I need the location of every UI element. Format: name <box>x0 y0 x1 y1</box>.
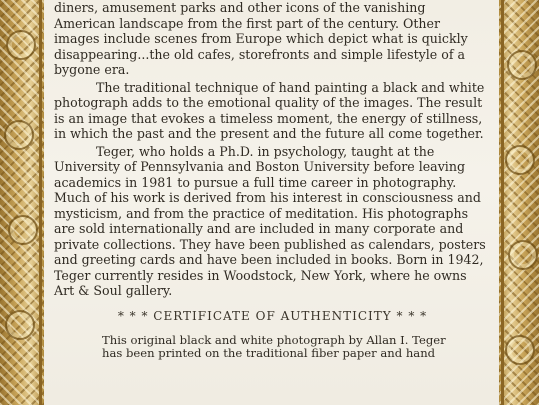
border-ornament <box>505 145 535 175</box>
border-rule <box>501 0 504 405</box>
text-line: academics in 1981 to pursue a full time career in photography. <box>54 174 457 190</box>
paragraph-biography <box>54 144 491 299</box>
border-ornament <box>8 215 38 245</box>
text-line: bygone era. <box>54 62 130 77</box>
text-line: Art & Soul gallery. <box>54 283 173 298</box>
certificate-body <box>54 0 491 360</box>
border-ornament <box>4 120 34 150</box>
border-ornament <box>5 310 35 340</box>
text-line: American landscape from the first part of the century. Other <box>54 15 441 31</box>
certificate-statement <box>54 334 491 360</box>
right-decorative-border <box>499 0 539 405</box>
text-line: Teger currently resides in Woodstock, New York, where he owns <box>54 267 467 283</box>
text-line: is an image that evokes a timeless moment, the energy of stillness, <box>54 110 483 126</box>
certificate-heading: * * * CERTIFICATE OF AUTHENTICITY * * * <box>117 308 428 323</box>
text-line: Much of his work is derived from his interest in consciousness and <box>54 190 481 205</box>
paragraph-landscape <box>54 0 491 78</box>
border-ornament <box>508 240 538 270</box>
text-line: in which the past and the present and the future all come together. <box>54 126 484 141</box>
text-line: private collections. They have been published as calendars, posters <box>54 236 486 252</box>
text-line: and greeting cards and have been included in books. Born in 1942, <box>54 252 484 267</box>
text-line: mysticism, and from the practice of meditation. His photographs <box>54 205 469 221</box>
left-decorative-border <box>0 0 44 405</box>
border-rule <box>39 0 42 405</box>
text-line: The traditional technique of hand painting a black and white <box>96 79 485 95</box>
text-line: photograph adds to the emotional quality of the images. The result <box>54 95 483 110</box>
border-ornament <box>6 30 36 60</box>
text-line: are sold internationally and are included in many corporate and <box>54 221 464 236</box>
text-line: diners, amusement parks and other icons of the vanishing <box>54 0 426 15</box>
certificate-paper <box>44 0 499 405</box>
text-line: University of Pennsylvania and Boston University before leaving <box>54 159 466 174</box>
paragraph-technique <box>54 80 491 142</box>
text-line: This original black and white photograph by Allan I. Teger <box>102 333 446 347</box>
border-ornament <box>505 335 535 365</box>
border-ornament <box>507 50 537 80</box>
text-line: images include scenes from Europe which depict what is quickly <box>54 31 468 46</box>
text-line: Teger, who holds a Ph.D. in psychology, taught at the <box>96 143 435 159</box>
text-line: has been printed on the traditional fiber paper and hand <box>102 346 436 360</box>
text-line: disappearing...the old cafes, storefronts and simple lifestyle of a <box>54 46 466 62</box>
